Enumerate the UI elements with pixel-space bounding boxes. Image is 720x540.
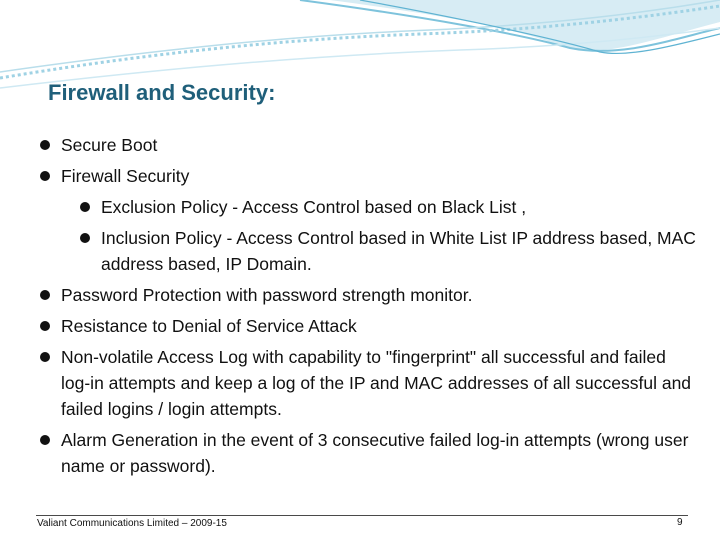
bullet-dot-icon (40, 140, 50, 150)
bullet-item (38, 427, 698, 479)
bullet-text: Non-volatile Access Log with capability to "fingerprint" all successful and failed log-in attempts and keep a log of the IP and MAC addresses of all successful and failed logins / login attempts. (61, 347, 692, 419)
bullet-text: Resistance to Denial of Service Attack (61, 316, 357, 336)
bullet-item (38, 313, 698, 339)
bullet-dot-icon (80, 202, 90, 212)
bullet-list (38, 132, 698, 479)
bullet-item (38, 282, 698, 308)
bullet-text: Alarm Generation in the event of 3 consecutive failed log-in attempts (wrong user name or password). (61, 430, 689, 476)
bullet-dot-icon (40, 171, 50, 181)
bullet-dot-icon (40, 321, 50, 331)
page-number: 9 (677, 517, 683, 528)
bullet-item (38, 163, 698, 189)
bullet-item (38, 132, 698, 158)
footer-company: Valiant Communications Limited – 2009-15 (37, 518, 227, 529)
bullet-dot-icon (40, 435, 50, 445)
sub-bullet-text: Exclusion Policy - Access Control based on Black List , (101, 197, 527, 217)
bullet-text: Password Protection with password strength monitor. (61, 285, 473, 305)
bullet-text: Firewall Security (61, 166, 190, 186)
sub-bullet-text: Inclusion Policy - Access Control based in White List IP address based, MAC address based, IP Domain. (101, 228, 696, 274)
footer-divider (36, 515, 688, 516)
bullet-dot-icon (80, 233, 90, 243)
sub-bullet-item (38, 194, 698, 220)
slide-title: Firewall and Security: (48, 80, 276, 105)
bullet-text: Secure Boot (61, 135, 158, 155)
bullet-item (38, 344, 698, 422)
bullet-dot-icon (40, 290, 50, 300)
sub-bullet-item (38, 225, 698, 277)
bullet-dot-icon (40, 352, 50, 362)
